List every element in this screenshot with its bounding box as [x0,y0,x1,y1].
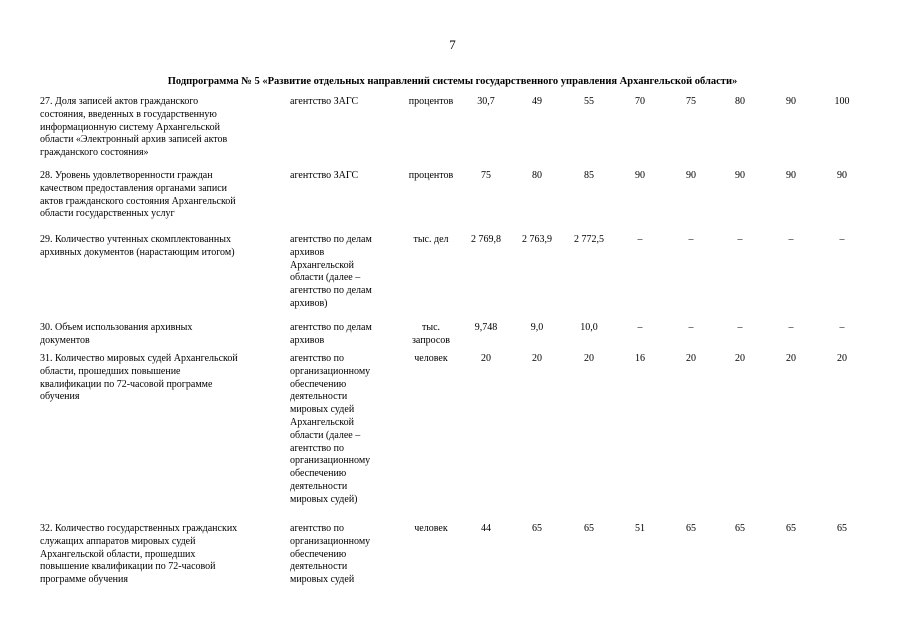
indicator-value: 20 [532,353,542,364]
indicator-value: 75 [686,96,696,107]
unit-of-measure: процентов [408,96,454,107]
indicator-value: 90 [786,170,796,181]
indicator-value: 75 [481,170,491,181]
indicator-value: 30,7 [477,96,495,107]
indicator-name: 31. Количество мировых судей Архангельской области, прошедших повышение квалификации по 72-часовой программе обучения [40,353,238,403]
indicator-value: 9,0 [530,322,544,333]
indicator-value: 65 [786,523,796,534]
indicator-value: 9,748 [474,322,498,333]
indicator-name: 28. Уровень удовлетворенности граждан качеством предоставления органами записи актов гражданского состояния Архангельской области государственных услуг [40,170,236,220]
indicator-value: 20 [584,353,594,364]
indicator-value: 65 [532,523,542,534]
responsible-agency: агентство ЗАГС [290,96,359,107]
indicator-value: – [839,322,845,333]
indicator-value: 2 763,9 [522,234,552,245]
indicator-value: 70 [635,96,645,107]
unit-of-measure: человек [414,523,448,534]
indicator-value: 90 [837,170,847,181]
indicator-value: 85 [584,170,594,181]
indicator-value: 65 [686,523,696,534]
indicator-value: 80 [735,96,745,107]
indicator-value: 2 772,5 [574,234,604,245]
page-number: 7 [449,37,456,52]
responsible-agency: агентство по делам архивов [290,322,372,346]
indicator-value: 55 [584,96,594,107]
indicator-value: 51 [635,523,645,534]
indicator-value: 65 [837,523,847,534]
indicator-value: 90 [735,170,745,181]
indicator-value: – [688,322,694,333]
indicator-value: – [737,322,743,333]
responsible-agency: агентство по организационному обеспечению деятельности мировых судей Архангельской области (далее – агентство по организационному обеспечению деятельности мировых судей) [290,353,371,505]
indicator-value: 80 [532,170,542,181]
responsible-agency: агентство по организационному обеспечению деятельности мировых судей [290,523,371,586]
indicator-value: – [788,322,794,333]
indicator-value: 65 [735,523,745,534]
indicator-name: 30. Объем использования архивных документов [40,322,193,346]
indicator-value: 44 [481,523,491,534]
indicator-value: 20 [481,353,491,364]
indicator-value: 20 [686,353,696,364]
indicator-value: 90 [635,170,645,181]
indicator-value: 16 [635,353,645,364]
indicator-value: 10,0 [580,322,598,333]
unit-of-measure: человек [414,353,448,364]
indicator-name: 27. Доля записей актов гражданского состояния, введенных в государственную информационную систему Архангельской области «Электронный архив записей актов гражданского состояния» [40,96,228,159]
unit-of-measure: тыс. дел [413,234,449,245]
indicator-value: 90 [786,96,796,107]
indicator-value: – [737,234,743,245]
indicator-value: 100 [834,96,850,107]
indicator-value: – [637,322,643,333]
indicator-value: 49 [532,96,542,107]
indicator-name: 29. Количество учтенных скомплектованных архивных документов (нарастающим итогом) [40,234,235,258]
indicator-value: 20 [837,353,847,364]
subprogram-title: Подпрограмма № 5 «Развитие отдельных направлений системы государственного управления Архангельской области» [167,76,738,87]
responsible-agency: агентство по делам архивов Архангельской области (далее – агентство по делам архивов) [290,234,372,309]
indicator-value: 20 [735,353,745,364]
indicator-value: – [688,234,694,245]
indicator-value: – [637,234,643,245]
unit-of-measure: тыс. запросов [411,322,451,346]
indicator-value: 90 [686,170,696,181]
indicator-name: 32. Количество государственных гражданских служащих аппаратов мировых судей Архангельской области, прошедших повышение квалификации по 72-часовой программе обучения [40,523,238,586]
indicator-value: 2 769,8 [471,234,501,245]
unit-of-measure: процентов [408,170,454,181]
indicator-value: – [788,234,794,245]
indicator-value: – [839,234,845,245]
responsible-agency: агентство ЗАГС [290,170,359,181]
indicator-value: 65 [584,523,594,534]
indicator-value: 20 [786,353,796,364]
